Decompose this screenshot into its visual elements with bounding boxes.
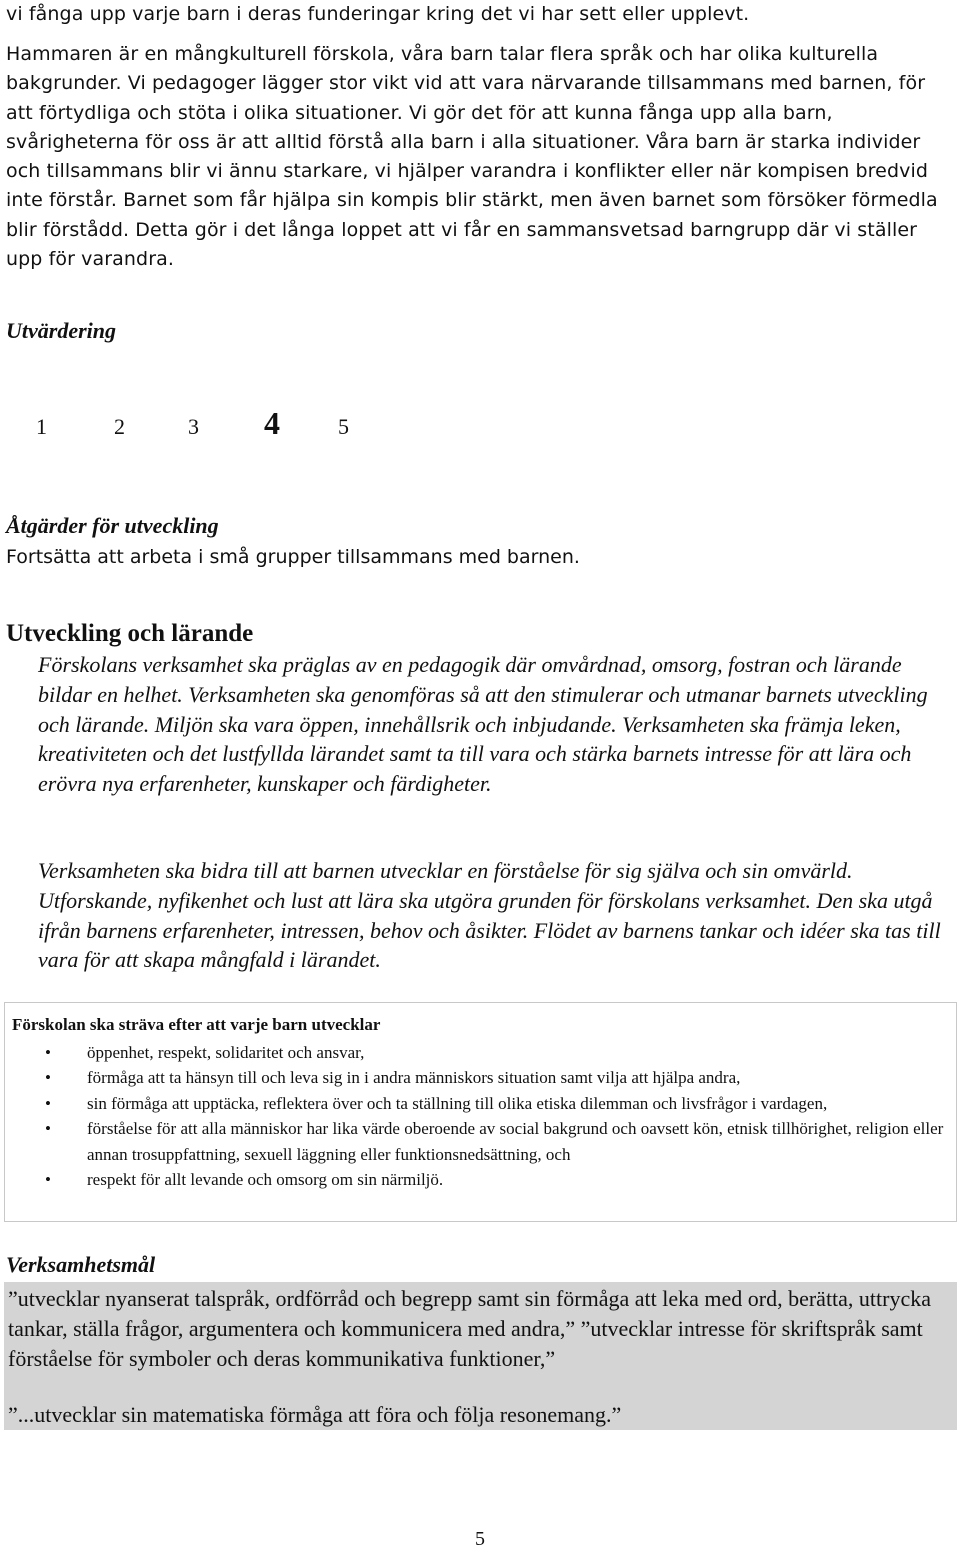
scale-value-3: 3 (188, 414, 199, 439)
strive-list (5, 1040, 945, 1192)
intro-first-line: vi fånga upp varje barn i deras funderingar kring det vi har sett eller upplevt. (6, 3, 750, 25)
goals-box (4, 1282, 957, 1430)
actions-heading: Åtgärder för utveckling (6, 513, 219, 538)
list-item: • förståelse för att alla människor har lika värde oberoende av social bakgrund och oavsett kön, etnisk tillhörighet, religion eller annan trosuppfattning, sexuell läggning eller funktionsnedsättning, och (5, 1116, 945, 1167)
intro-paragraph: Hammaren är en mångkulturell förskola, våra barn talar flera språk och har olika kulturella bakgrunder. Vi pedagoger lägger stor vikt vid att vara närvarande tillsammans med barnen, för att förtydliga och stöta i olika situationer. Vi gör det för att kunna fånga upp alla barn, svårigheterna för oss är att alltid förstå alla barn i alla situationer. Våra barn är starka individer och tillsammans blir vi ännu starkare, vi hjälper varandra i konflikter eller när kompisen bredvid inte förstår. Barnet som får hjälpa sin kompis blir stärkt, men även barnet som försöker förmedla blir förstådd. Detta gör i det långa loppet att vi får en sammansvetsad barngrupp där vi ställer upp för varandra. (6, 43, 938, 271)
scale-value-2: 2 (114, 414, 125, 439)
goals-quote-2: ”...utvecklar sin matematiska förmåga att föra och följa resonemang.” (8, 1402, 622, 1427)
development-paragraph-2: Verksamheten ska bidra till att barnen utvecklar en förståelse för sig själva och sin omvärld. Utforskande, nyfikenhet och lust att lära ska utgöra grunden för förskolans verksamhet. Den ska utgå ifrån barnens erfarenheter, intressen, behov och åsikter. Flödet av barnens tankar och idéer ska tas till vara för att skapa mångfald i lärandet. (38, 858, 941, 973)
list-item: • sin förmåga att upptäcka, reflektera över och ta ställning till olika etiska dilemman och livsfrågor i vardagen, (5, 1091, 945, 1116)
page-number: 5 (475, 1528, 485, 1550)
list-item: • respekt för allt levande och omsorg om sin närmiljö. (5, 1167, 945, 1192)
evaluation-heading: Utvärdering (6, 318, 116, 343)
scale-value-4-selected: 4 (264, 405, 280, 441)
strive-box (4, 1002, 957, 1222)
list-item: • förmåga att ta hänsyn till och leva sig in i andra människors situation samt vilja att hjälpa andra, (5, 1065, 945, 1090)
list-item: • öppenhet, respekt, solidaritet och ansvar, (5, 1040, 945, 1065)
development-paragraph-1: Förskolans verksamhet ska präglas av en pedagogik där omvårdnad, omsorg, fostran och lärande bildar en helhet. Verksamheten ska genomföras så att den stimulerar och utmanar barnets utveckling och lärande. Miljön ska vara öppen, innehållsrik och inbjudande. Verksamheten ska främja leken, kreativiteten och det lustfyllda lärandet samt ta till vara och stärka barnets intresse för att lära och erövra nya erfarenheter, kunskaper och färdigheter. (38, 652, 928, 797)
scale-value-1: 1 (36, 414, 47, 439)
strive-box-title: Förskolan ska sträva efter att varje barn utvecklar (12, 1015, 381, 1034)
actions-text: Fortsätta att arbeta i små grupper tillsammans med barnen. (6, 546, 580, 568)
goals-quote-1: ”utvecklar nyanserat talspråk, ordförråd och begrepp samt sin förmåga att leka med ord, berätta, uttrycka tankar, ställa frågor, argumentera och kommunicera med andra,” ”utvecklar intresse för skriftspråk samt förståelse för symboler och deras kommunikativa funktioner,” (8, 1286, 932, 1371)
scale-value-5: 5 (338, 414, 349, 439)
development-heading: Utveckling och lärande (6, 620, 254, 647)
goals-heading: Verksamhetsmål (6, 1252, 156, 1277)
